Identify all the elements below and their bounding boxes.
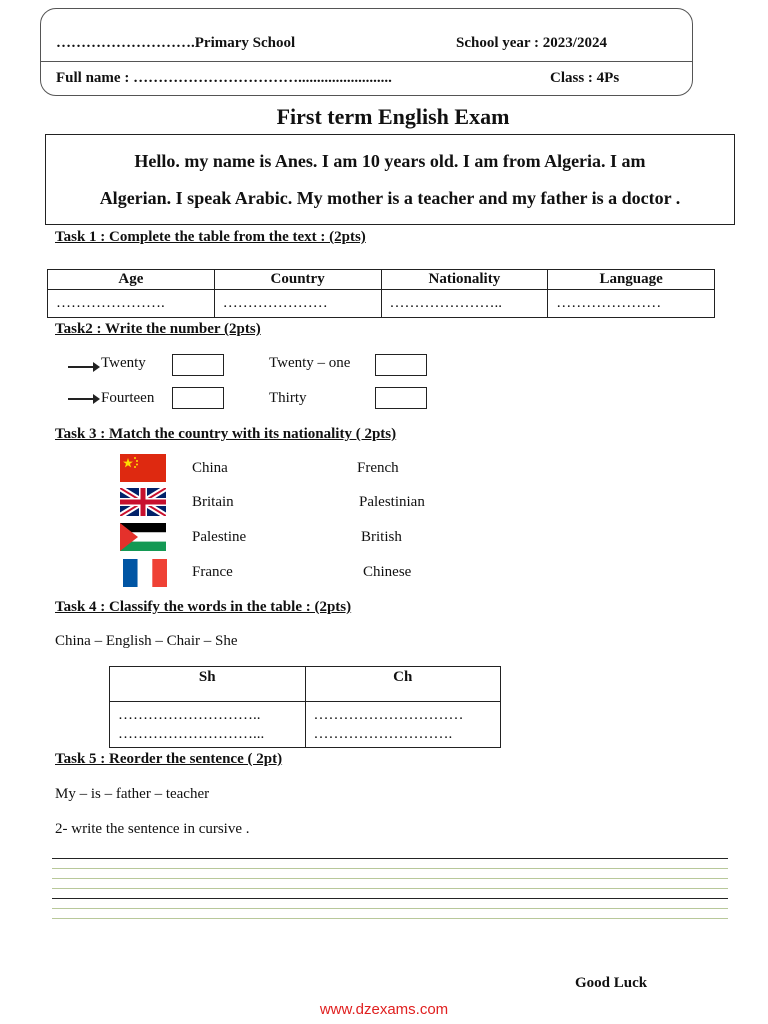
task4-sh-line-1: ……………………….. — [118, 706, 261, 723]
task2-answer-box — [375, 387, 427, 409]
country-china: China — [192, 460, 228, 476]
task2-title: Task2 : Write the number (2pts) — [55, 321, 261, 337]
task2-item-twenty-one: Twenty – one — [269, 355, 351, 371]
task4-cell-sh — [110, 702, 306, 748]
task1-header-language: Language — [548, 270, 715, 290]
arrow-right-icon — [68, 398, 98, 400]
task4-header-ch: Ch — [305, 667, 501, 702]
task1-cell-language: ………………… — [548, 290, 715, 318]
task4-ch-line-1: ………………………… — [313, 706, 464, 723]
task4-cell-ch — [305, 702, 501, 748]
task2-answer-box — [172, 387, 224, 409]
country-france: France — [192, 564, 233, 580]
task1-header-nationality: Nationality — [381, 270, 548, 290]
task1-cell-country: ………………… — [214, 290, 381, 318]
nationality-french: French — [357, 460, 399, 476]
nationality-chinese: Chinese — [363, 564, 412, 580]
task4-header-sh: Sh — [110, 667, 306, 702]
task4-sh-line-2: ………………………... — [118, 725, 265, 742]
arrow-right-icon — [68, 366, 98, 368]
task2-answer-box — [375, 354, 427, 376]
writing-line-green — [52, 918, 728, 919]
task2-item-thirty: Thirty — [269, 390, 307, 406]
task2-item-fourteen: Fourteen — [101, 390, 155, 406]
china-flag-icon — [120, 454, 166, 482]
writing-line-black — [52, 858, 728, 859]
uk-flag-icon — [120, 488, 166, 516]
country-palestine: Palestine — [192, 529, 247, 545]
task5-instruction: 2- write the sentence in cursive . — [55, 821, 250, 837]
writing-line-green — [52, 878, 728, 879]
task1-table — [47, 269, 715, 318]
school-name: ……………………….Primary School — [56, 35, 296, 51]
writing-line-green — [52, 868, 728, 869]
good-luck-text: Good Luck — [575, 975, 648, 991]
country-britain: Britain — [192, 494, 234, 510]
task1-header-age: Age — [48, 270, 215, 290]
class-label: Class : 4Ps — [550, 70, 620, 86]
palestine-flag-icon — [120, 523, 166, 551]
header-divider — [40, 61, 693, 62]
nationality-palestinian: Palestinian — [359, 494, 425, 510]
school-year: School year : 2023/2024 — [456, 35, 607, 51]
task5-title: Task 5 : Reorder the sentence ( 2pt) — [55, 751, 283, 767]
task4-title: Task 4 : Classify the words in the table : (2pts) — [55, 599, 352, 615]
reading-text-box — [45, 134, 735, 225]
writing-line-black — [52, 898, 728, 899]
task4-table — [109, 666, 501, 748]
nationality-british: British — [361, 529, 402, 545]
website-link[interactable]: www.dzexams.com — [319, 1001, 449, 1018]
full-name-field: Full name : ……………………………......................... — [56, 70, 392, 86]
writing-line-green — [52, 908, 728, 909]
task1-title: Task 1 : Complete the table from the text : (2pts) — [55, 229, 366, 245]
page-title: First term English Exam — [276, 104, 510, 129]
task2-answer-box — [172, 354, 224, 376]
task3-title: Task 3 : Match the country with its nationality ( 2pts) — [55, 426, 397, 442]
france-flag-icon — [123, 559, 167, 587]
task1-header-country: Country — [214, 270, 381, 290]
task5-word-list: My – is – father – teacher — [55, 786, 210, 802]
writing-line-green — [52, 888, 728, 889]
reading-text-line-2: Algerian. I speak Arabic. My mother is a teacher and my father is a doctor . — [99, 188, 681, 208]
task4-word-list: China – English – Chair – She — [55, 633, 238, 649]
task2-item-twenty: Twenty — [101, 355, 146, 371]
task1-cell-age: …………………. — [48, 290, 215, 318]
reading-text-line-1: Hello. my name is Anes. I am 10 years old. I am from Algeria. I am — [134, 151, 646, 171]
task4-ch-line-2: ………………………. — [313, 725, 453, 742]
task1-cell-nationality: ………………….. — [381, 290, 548, 318]
